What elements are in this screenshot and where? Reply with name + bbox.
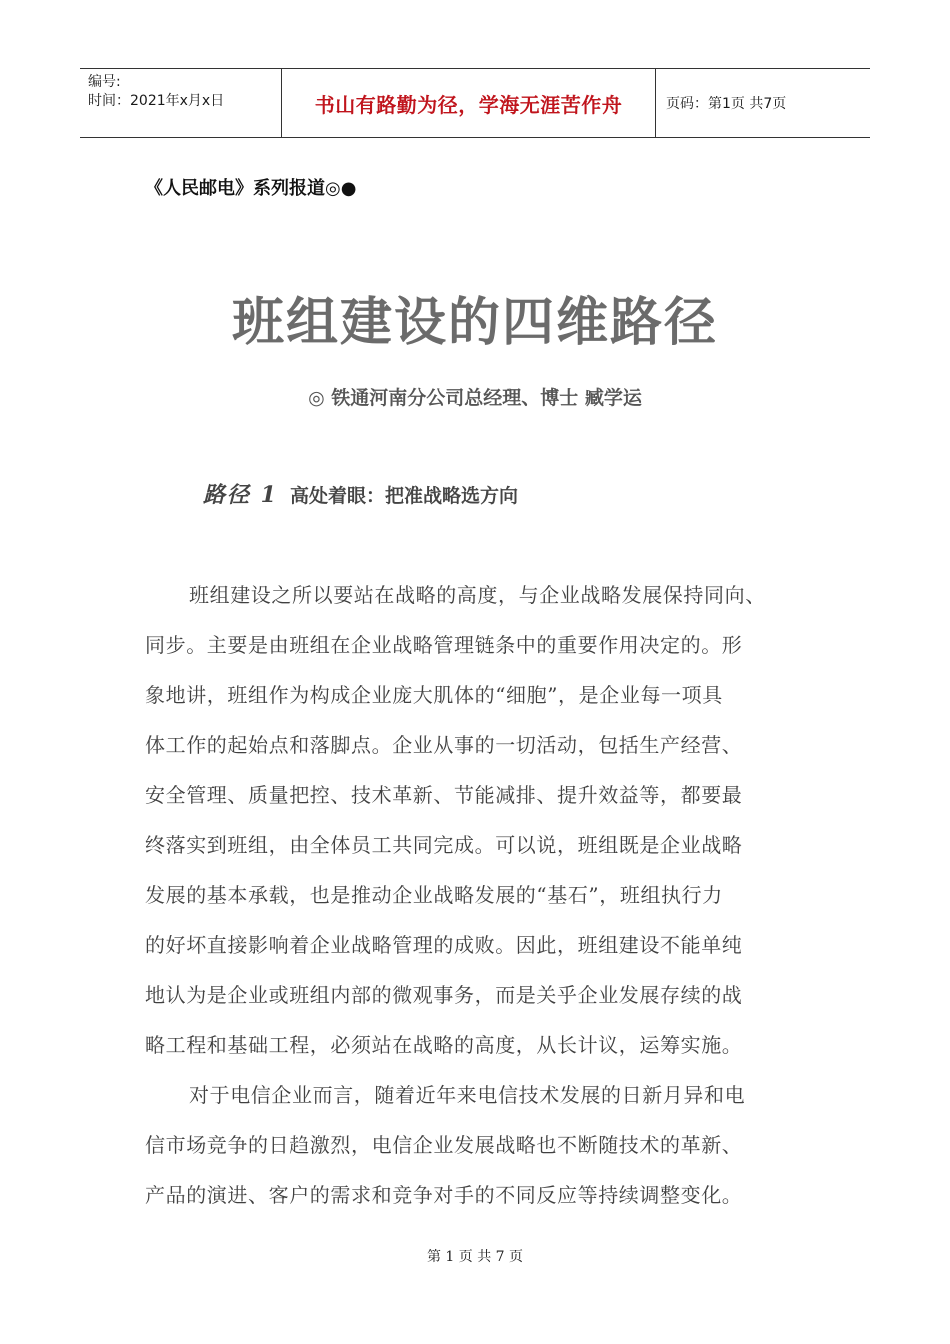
body-line: 安全管理、质量把控、技术革新、节能减排、提升效益等，都要最 bbox=[145, 783, 743, 807]
author-line: ◎ 铁通河南分公司总经理、博士 臧学运 bbox=[308, 387, 642, 409]
date-label: 时间：2021年x月x日 bbox=[88, 93, 225, 109]
page-header-table bbox=[80, 68, 870, 138]
section-title: 高处着眼：把准战略选方向 bbox=[289, 485, 518, 507]
series-label: 《人民邮电》系列报道◎● bbox=[145, 178, 357, 199]
motto-text: 书山有路勤为径，学海无涯苦作舟 bbox=[314, 92, 623, 117]
document-title: 班组建设的四维路径 bbox=[231, 293, 718, 353]
body-line: 象地讲，班组作为构成企业庞大肌体的“细胞”，是企业每一项具 bbox=[145, 683, 723, 707]
header-meta-cell bbox=[80, 69, 282, 137]
body-text bbox=[145, 575, 815, 1225]
header-motto-cell bbox=[282, 69, 656, 137]
body-line: 的好坏直接影响着企业战略管理的成败。因此，班组建设不能单纯 bbox=[145, 933, 743, 957]
body-line: 略工程和基础工程，必须站在战略的高度，从长计议，运筹实施。 bbox=[145, 1033, 743, 1057]
body-line: 信市场竞争的日趋激烈，电信企业发展战略也不断随技术的革新、 bbox=[145, 1133, 743, 1157]
page-footer: 第 1 页 共 7 页 bbox=[426, 1249, 524, 1265]
section-number: 路径 1 bbox=[203, 482, 278, 508]
body-line: 发展的基本承载，也是推动企业战略发展的“基石”，班组执行力 bbox=[145, 883, 723, 907]
section-heading bbox=[203, 478, 518, 509]
body-line: 班组建设之所以要站在战略的高度，与企业战略发展保持同向、 bbox=[189, 583, 766, 607]
body-line: 对于电信企业而言，随着近年来电信技术发展的日新月异和电 bbox=[189, 1083, 746, 1107]
number-label: 编号: bbox=[88, 74, 121, 90]
header-page-cell bbox=[656, 69, 870, 137]
body-line: 体工作的起始点和落脚点。企业从事的一切活动，包括生产经营、 bbox=[145, 733, 743, 757]
body-line: 同步。主要是由班组在企业战略管理链条中的重要作用决定的。形 bbox=[145, 633, 743, 657]
body-line: 终落实到班组，由全体员工共同完成。可以说，班组既是企业战略 bbox=[145, 833, 743, 857]
body-line: 地认为是企业或班组内部的微观事务，而是关乎企业发展存续的战 bbox=[145, 983, 743, 1007]
page-info: 页码：第1页 共7页 bbox=[666, 96, 787, 112]
body-line: 产品的演进、客户的需求和竞争对手的不同反应等持续调整变化。 bbox=[145, 1183, 743, 1207]
